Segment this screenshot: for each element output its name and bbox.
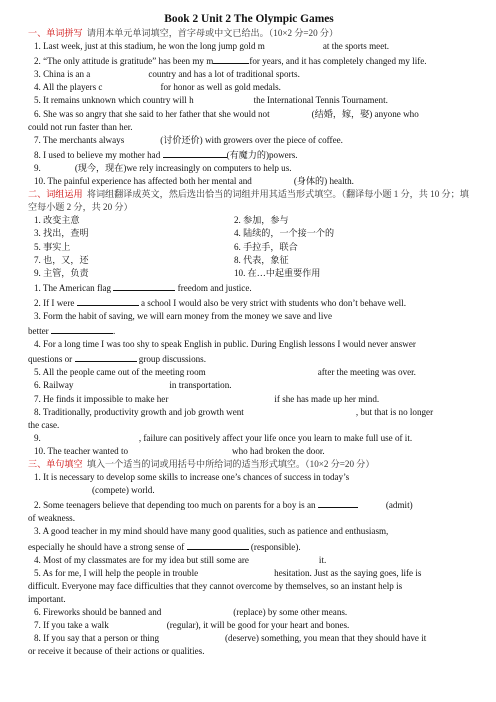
section-2-label: 二、词组运用 [28,189,83,200]
s2-q2-text: 2. If I were [34,297,75,308]
s3-question-5-cont2 [28,593,470,606]
s2-question-2 [28,295,470,310]
s2-question-1 [28,280,470,295]
s1-q4-text: 4. All the players c [34,82,103,93]
s3-q8-text: 8. If you say that a person or thing [34,633,160,644]
s1-q7-text: 7. The merchants always [34,134,125,145]
s1-q2-blank[interactable] [213,53,249,64]
s3-question-3-cont [28,539,470,554]
s2-question-8 [28,406,470,419]
s1-q9-text: 9. [34,162,41,173]
section-3-label: 三、单句填空 [28,459,83,469]
phrase-item: 6. 手拉手，联合 [234,241,298,252]
s1-q6-text: 6. She was so angry that she said to her father that she would not [34,108,270,119]
s1-q7-text-end: with growers over the piece of coffee. [204,134,343,145]
s2-q6-text: 6. Railway [34,380,74,391]
s2-q3-text-cont: better [28,326,49,337]
s1-q6-text-end: anyone who [374,108,419,119]
phrase-item: 1. 改变主意 [34,215,80,226]
s3-question-7 [28,619,470,632]
s2-q1-text-end: freedom and justice. [177,282,252,293]
s3-q2-text-end: of weakness. [28,513,75,524]
s3-question-8 [28,632,470,645]
s1-q7-hint: (讨价还价) [160,134,203,145]
s1-q10-text: 10. The painful experience has affected both her mental and [34,176,252,187]
s3-question-6 [28,606,470,619]
s2-q5-text: 5. All the people came out of the meeting room [34,367,206,378]
section-1-label: 一、单词拼写 [28,28,83,38]
s3-question-1 [28,471,470,484]
s3-q3-text-cont: especially he should have a strong sense of [28,541,185,552]
s2-question-10 [28,445,470,458]
s3-q2-blank[interactable] [318,497,358,508]
s3-q5-text-cont: difficult. Everyone may face difficulties that they cannot overcome by themselves, so an instant help is [28,580,403,591]
s1-q6-text-cont: could not run faster than her. [28,121,133,132]
s3-q1-text: 1. It is necessary to develop some skills to increase one’s chances of success in today’s [34,472,350,483]
s2-question-4 [28,338,470,351]
s1-q8-blank[interactable] [163,147,227,158]
s3-q7-text-end: (regular), it will be good for your heart and bones. [166,620,350,631]
s2-q6-text-end: in transportation. [169,380,232,391]
s1-q4-text-end: for honor as well as gold medals. [160,82,281,93]
s1-question-6 [28,108,470,121]
phrase-item: 7. 也，又，还 [34,254,89,265]
s1-q3-text: 3. China is an a [34,69,91,80]
s2-question-5 [28,366,470,379]
s3-q5-text: 5. As for me, I will help the people in trouble [34,567,199,578]
s1-q10-text-end: health. [329,176,354,187]
s1-q1-text-end: at the sports meet. [322,41,390,52]
s3-question-5-cont [28,580,470,593]
s2-q2-text-end: a school I would also be very strict with students who don’t behave well. [140,297,406,308]
s3-q6-text: 6. Fireworks should be banned and [34,607,162,618]
s3-q5-text-end: hesitation. Just as the saying goes, life is [274,567,422,578]
s1-q9-text-end: we rely increasingly on computers to help us. [126,162,292,173]
s2-q8-text-cont: the case. [28,419,60,430]
s3-q5-text-cont2: important. [28,593,66,604]
s1-question-4 [28,81,470,94]
s1-q2-text-end: for years, and it has completely changed my life. [249,56,427,67]
s2-q3-text-end: . [112,326,116,337]
s3-q2-text: 2. Some teenagers believe that depending too much on parents for a boy is an [34,500,316,511]
s3-q2-hint: (admit) [385,500,413,511]
s3-question-5 [28,567,470,580]
s1-q5-text-end: the International Tennis Tournament. [253,95,388,106]
s1-q10-hint: (身体的) [293,176,328,187]
worksheet-title: Book 2 Unit 2 The Olympic Games [164,13,334,25]
s2-q9-text: 9. [34,432,41,443]
s1-q5-text: 5. It remains unknown which country will h [34,95,194,106]
s1-question-1 [28,40,470,53]
s2-q4-text-end: group discussions. [138,354,206,365]
s1-question-2 [28,53,470,68]
phrase-item: 9. 主管，负责 [34,267,89,278]
s2-question-6 [28,379,470,392]
s2-q7-text: 7. He finds it impossible to make her [34,393,169,404]
s3-question-2-cont [28,512,470,525]
s1-q9-hint: (现今，现在) [74,162,127,173]
s3-question-2 [28,497,470,512]
s3-q1-text-end: (compete) world. [92,485,155,496]
s2-q8-text-end: , but that is no longer [355,406,434,417]
s2-q10-text: 10. The teacher wanted to [34,445,129,456]
s3-question-4 [28,554,470,567]
s2-q2-blank[interactable] [77,295,139,306]
s3-q8-text-cont: or receive it because of their actions or qualities. [28,646,205,657]
section-1-heading [28,27,470,40]
s3-q4-text: 4. Most of my classmates are for my idea but still some are [34,554,249,565]
s3-q4-text-end: it. [318,554,327,565]
s1-q6-hint: (结婚，嫁，娶) [311,108,373,119]
s3-q8-text-end: (deserve) something, you mean that they should have it [225,633,427,644]
s1-question-3 [28,68,470,81]
s3-question-8-cont [28,645,470,658]
phrase-item: 10. 在…中起重要作用 [234,267,321,278]
s1-question-9 [28,162,470,175]
s3-q3-blank[interactable] [187,539,249,550]
s2-q7-text-end: if she has made up her mind. [274,393,380,404]
s2-q4-text-cont: questions or [28,354,73,365]
s2-question-8-cont [28,419,470,432]
s2-q3-blank[interactable] [51,323,116,337]
s2-question-4-cont [28,351,470,366]
s2-q4-blank[interactable] [75,351,137,362]
s3-question-1-cont [28,484,470,497]
s3-q7-text: 7. If you take a walk [34,620,109,631]
s1-q8-text-end: powers. [269,149,298,160]
phrase-list [28,214,470,279]
s1-question-10 [28,175,470,188]
section-3-instructions: 填入一个适当的词或用括号中所给词的适当形式填空。（10×2 分=20 分） [86,459,375,469]
s2-q1-text: 1. The American flag [34,282,112,293]
s1-q8-hint: (有魔力的) [226,149,269,160]
phrase-item: 2. 参加，参与 [234,215,289,226]
s1-q1-text: 1. Last week, just at this stadium, he won the long jump gold m [34,41,265,52]
phrase-item: 5. 事实上 [34,241,71,252]
s1-q8-text: 8. I used to believe my mother had [34,149,161,160]
s3-q3-text-end: (responsible). [250,541,301,552]
s2-q8-text: 8. Traditionally, productivity growth and job growth went [34,406,244,417]
s2-question-3 [28,310,470,323]
s1-question-5 [28,94,470,107]
s2-q9-text-end: , failure can positively affect your life once you learn to make full use of it. [138,432,413,443]
s1-question-8 [28,147,470,162]
section-2-instructions: 将词组翻译成英文，然后选出恰当的词组并用其适当形式填空。（翻译每小题 1 分，共 10 分；填空每小题 2 分，共 20 分） [28,189,469,213]
s3-q6-text-end: (replace) by some other means. [233,607,348,618]
s1-q3-text-end: country and has a lot of traditional sports. [148,69,300,80]
s2-question-9 [28,432,470,445]
s1-q2-text: 2. “The only attitude is gratitude” has been my m [34,56,214,67]
s2-q5-text-end: after the meeting was over. [317,367,416,378]
phrase-item: 3. 找出，查明 [34,228,89,239]
s2-q10-text-end: who had broken the door. [232,445,325,456]
s2-q3-text: 3. Form the habit of saving, we will earn money from the money we save and live [34,310,332,321]
s2-question-3-cont [28,323,470,338]
s2-q4-text: 4. For a long time I was too shy to speak English in public. During English lessons I would never answer [34,339,416,350]
s3-q3-text: 3. A good teacher in my mind should have many good qualities, such as patience and enthusiasm, [34,526,389,537]
s3-question-3 [28,525,470,538]
s2-question-7 [28,393,470,406]
section-1-instructions: 请用本单元单词填空，首字母或中文已给出。（10×2 分=20 分） [86,28,339,38]
phrase-item: 4. 陆续的，一个接一个的 [234,228,335,239]
s1-question-7 [28,134,470,147]
s2-q1-blank[interactable] [113,280,175,291]
section-2-heading [28,188,470,214]
phrase-item: 8. 代表，象征 [234,254,289,265]
section-3-heading [28,458,470,471]
s1-question-6-cont [28,121,470,134]
